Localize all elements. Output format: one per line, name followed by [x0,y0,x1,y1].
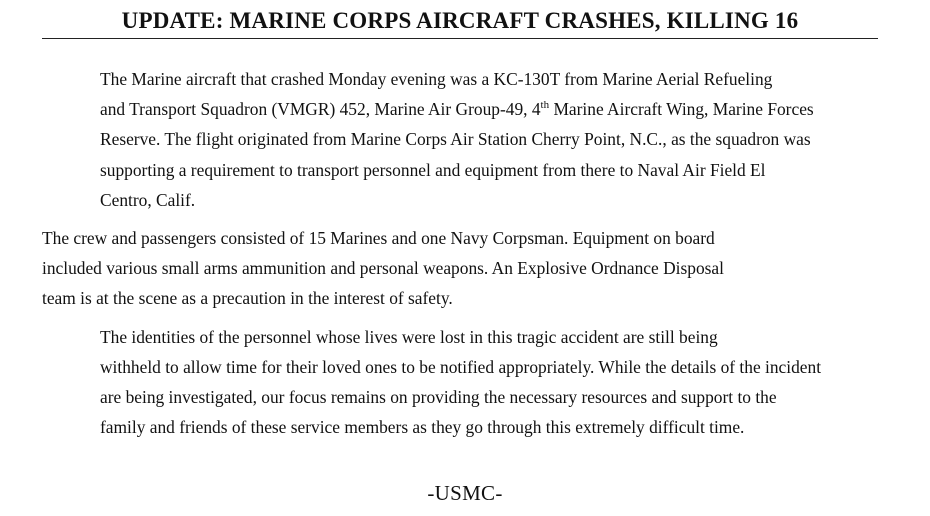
paragraph-line: team is at the scene as a precaution in the interest of safety. [42,288,453,309]
paragraph-line: family and friends of these service members as they go through this extremely difficult time. [100,417,745,438]
paragraph-line: supporting a requirement to transport personnel and equipment from there to Naval Air Field El [100,159,766,180]
paragraph-crew-equipment [42,223,884,314]
paragraph-line: withheld to allow time for their loved ones to be notified appropriately. While the details of the incident [100,356,822,377]
paragraph-line: The identities of the personnel whose lives were lost in this tragic accident are still being [100,326,718,347]
paragraph-line: The crew and passengers consisted of 15 Marines and one Navy Corpsman. Equipment on board [42,228,715,249]
paragraph-line: The Marine aircraft that crashed Monday evening was a KC-130T from Marine Aerial Refueling [100,69,773,89]
paragraph-line: Reserve. The flight originated from Marine Corps Air Station Cherry Point, N.C., as the squadron was [100,129,811,150]
line-segment: and Transport Squadron (VMGR) 452, Marine Air Group-49, 4 [100,99,541,120]
paragraph-line: are being investigated, our focus remains on providing the necessary resources and support to the [100,387,777,408]
paragraph-line: Centro, Calif. [100,189,196,210]
headline: UPDATE: MARINE CORPS AIRCRAFT CRASHES, KILLING 16 [42,4,878,39]
signature: -USMC- [427,481,503,505]
paragraph-identities [42,322,884,443]
line-segment: Marine Aircraft Wing, Marine Forces [549,99,814,120]
paragraph-aircraft-details [42,64,884,215]
ordinal-suffix: th [540,99,550,112]
release-body [42,64,884,442]
paragraph-line-squadron [42,94,884,124]
paragraph-line: included various small arms ammunition and personal weapons. An Explosive Ordnance Disposal [42,258,724,279]
